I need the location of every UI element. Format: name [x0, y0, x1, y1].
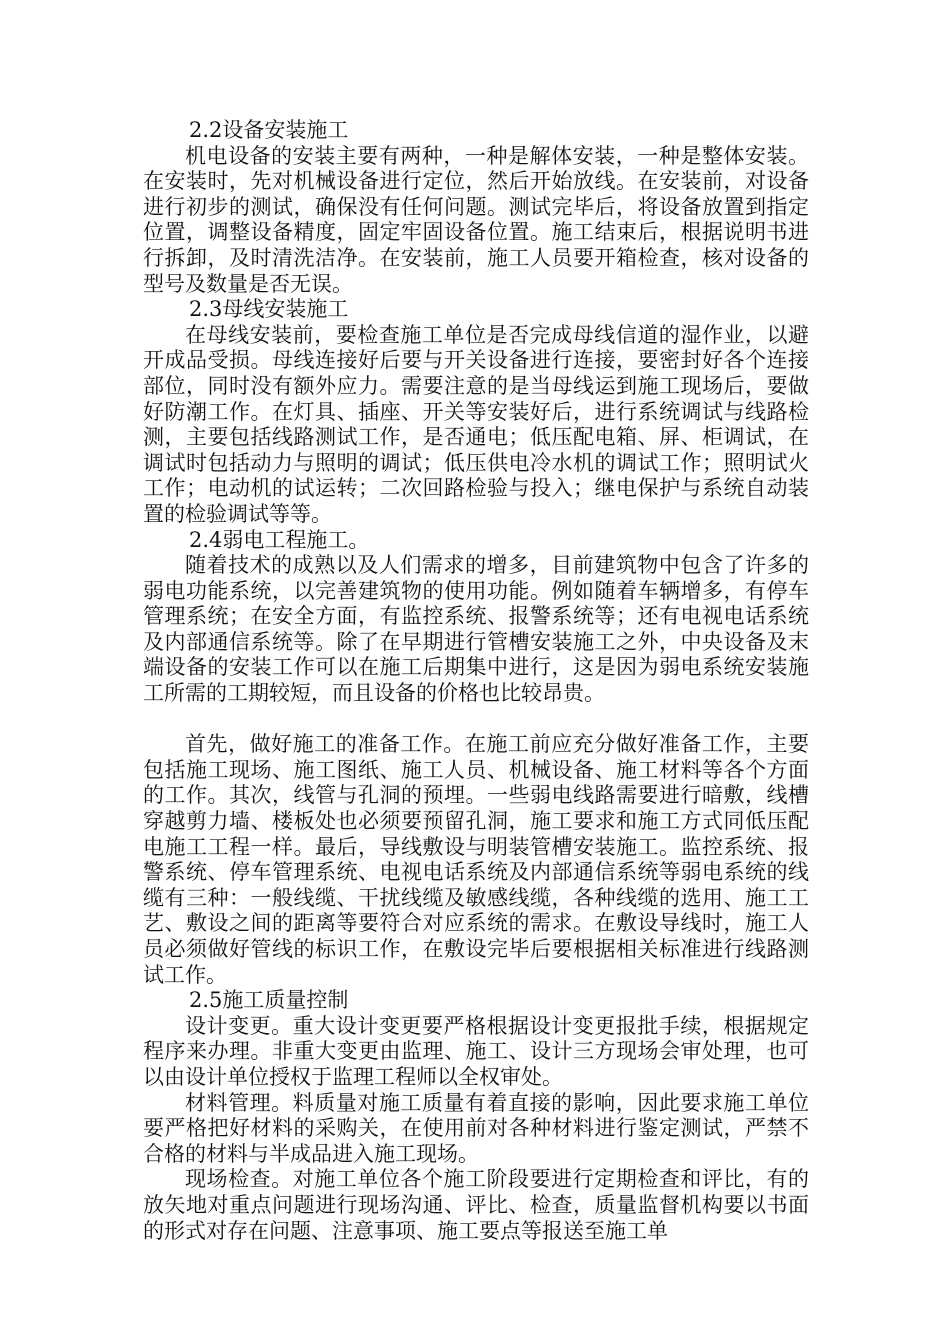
section-heading-2-2: 2.2设备安装施工 — [189, 118, 349, 142]
document-body — [143, 118, 809, 1244]
paragraph: 在母线安装前，要检查施工单位是否完成母线信道的湿作业，以避开成品受损。母线连接好后要与开关设备进行连接，要密封好各个连接部位，同时没有额外应力。需要注意的是当母线运到施工现场后，要做好防潮工作。在灯具、插座、开关等安装好后，进行系统调试与线路检测，主要包括线路测试工作，是否通电；低压配电箱、屏、柜调试，在调试时包括动力与照明的调试；低压供电冷水机的调试工作；照明试火工作；电动机的试运转；二次回路检验与投入；继电保护与系统自动装置的检验调试等等。 — [143, 322, 809, 526]
section-heading-2-4: 2.4弱电工程施工。 — [189, 527, 370, 552]
paragraph: 材料管理。料质量对施工质量有着直接的影响，因此要求施工单位要严格把好材料的采购关，在使用前对各种材料进行鉴定测试，严禁不合格的材料与半成品进入施工现场。 — [143, 1090, 809, 1166]
paragraph-spacer — [143, 707, 809, 733]
section-heading-2-5: 2.5施工质量控制 — [189, 988, 349, 1013]
paragraph: 首先，做好施工的准备工作。在施工前应充分做好准备工作，主要包括施工现场、施工图纸、施工人员、机械设备、施工材料等各个方面的工作。其次，线管与孔洞的预埋。一些弱电线路需要进行暗敷，线槽穿越剪力墙、楼板处也必须要预留孔洞，施工要求和施工方式同低压配电施工工程一样。最后，导线敷设与明装管槽安装施工。监控系统、报警系统、停车管理系统、电视电话系统及内部通信系统等弱电系统的线缆有三种：一般线缆、干扰线缆及敏感线缆，各种线缆的选用、施工工艺、敷设之间的距离等要符合对应系统的需求。在敷设导线时，施工人员必须做好管线的标识工作，在敷设完毕后要根据相关标准进行线路测试工作。 — [143, 732, 809, 987]
paragraph: 现场检查。对施工单位各个施工阶段要进行定期检查和评比，有的放矢地对重点问题进行现场沟通、评比、检查，质量监督机构要以书面的形式对存在问题、注意事项、施工要点等报送至施工单 — [143, 1167, 809, 1243]
paragraph: 机电设备的安装主要有两种，一种是解体安装，一种是整体安装。在安装时，先对机械设备进行定位，然后开始放线。在安装前，对设备进行初步的测试，确保没有任何问题。测试完毕后，将设备放置到指定位置，调整设备精度，固定牢固设备位置。施工结束后，根据说明书进行拆卸，及时清洗洁净。在安装前，施工人员要开箱检查，核对设备的型号及数量是否无误。 — [143, 143, 809, 296]
section-heading-2-3: 2.3母线安装施工 — [189, 297, 349, 322]
paragraph: 随着技术的成熟以及人们需求的增多，目前建筑物中包含了许多的弱电功能系统，以完善建筑物的使用功能。例如随着车辆增多，有停车管理系统；在安全方面，有监控系统、报警系统等；还有电视电话系统及内部通信系统等。除了在早期进行管槽安装施工之外，中央设备及末端设备的安装工作可以在施工后期集中进行，这是因为弱电系统安装施工所需的工期较短，而且设备的价格也比较昂贵。 — [143, 553, 809, 706]
paragraph: 设计变更。重大设计变更要严格根据设计变更报批手续，根据规定程序来办理。非重大变更由监理、施工、设计三方现场会审处理，也可以由设计单位授权于监理工程师以全权审处。 — [143, 1013, 809, 1089]
